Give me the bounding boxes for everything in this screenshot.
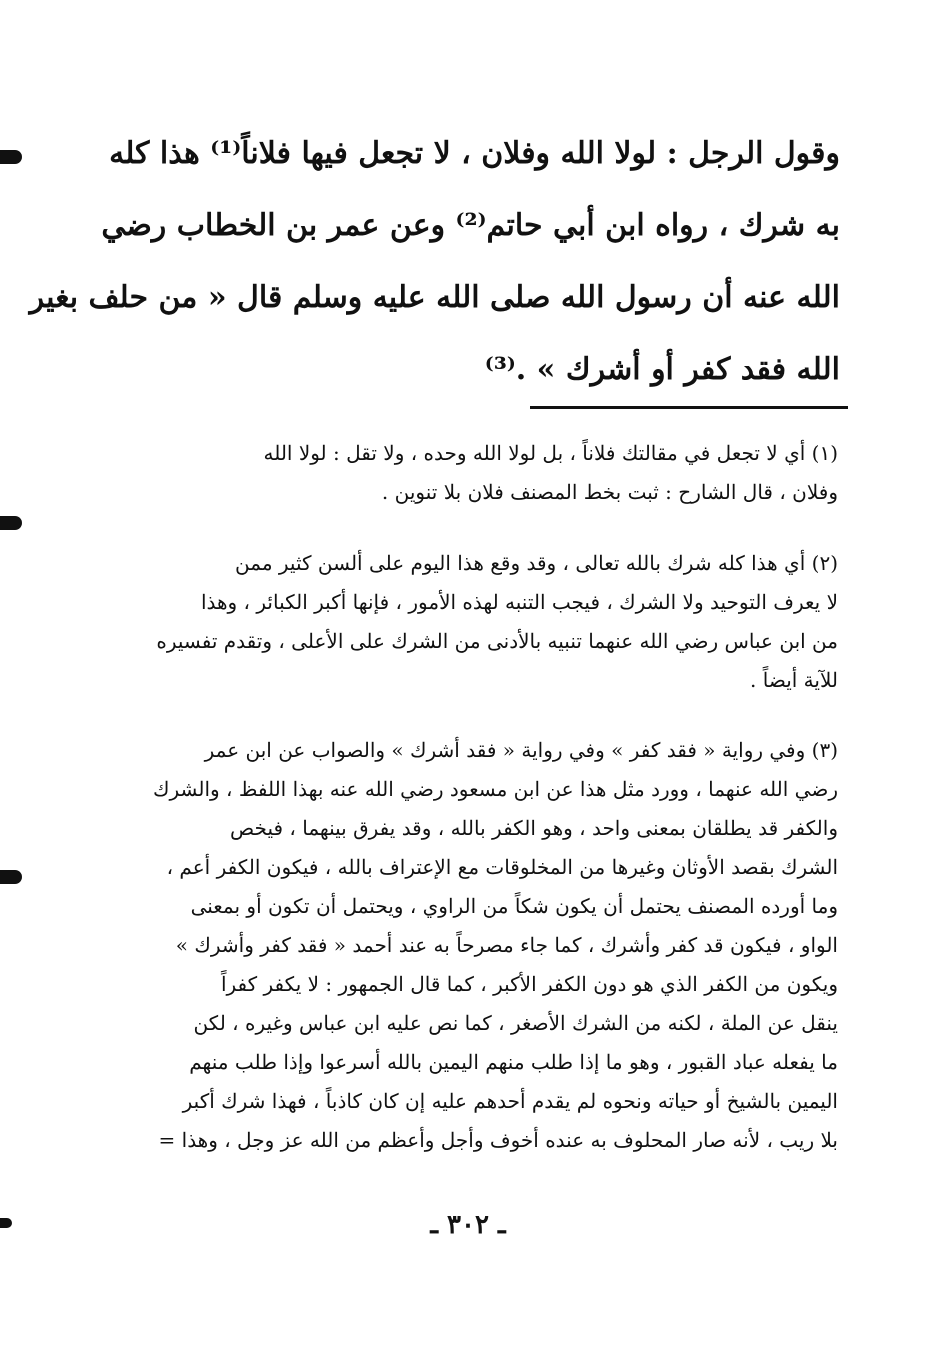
footnote-line: (٢) أي هذا كله شرك بالله تعالى ، وقد وقع هذا اليوم على ألسن كثير ممن xyxy=(235,551,838,575)
scan-edge-mark xyxy=(0,516,22,530)
footnote-line: الشرك بقصد الأوثان وغيرها من المخلوقات مع الإعتراف بالله ، فيكون الكفر أعم ، xyxy=(166,855,838,879)
main-text-line: وقول الرجل : لولا الله وفلان ، لا تجعل فيها فلاناً⁽¹⁾ هذا كله xyxy=(109,136,840,171)
main-text xyxy=(29,118,840,406)
footnote-line: وفلان ، قال الشارح : ثبت بخط المصنف فلان بلا تنوين . xyxy=(381,480,838,504)
footnote-separator xyxy=(530,406,848,409)
scan-edge-mark xyxy=(0,870,22,884)
footnote-line: ينقل عن الملة ، لكنه من الشرك الأصغر ، كما نص عليه ابن عباس وغيره ، لكن xyxy=(193,1011,838,1035)
footnote-line: الواو ، فيكون قد كفر وأشرك ، كما جاء مصرحاً به عند أحمد « فقد كفر وأشرك » xyxy=(175,933,838,957)
footnote-1 xyxy=(118,434,838,512)
main-text-line: الله عنه أن رسول الله صلى الله عليه وسلم قال « من حلف بغير xyxy=(29,280,840,315)
footnote-line: (٣) وفي رواية « فقد كفر » وفي رواية « فقد أشرك » والصواب عن ابن عمر xyxy=(204,738,838,762)
footnote-line: بلا ريب ، لأنه صار المحلوف به عنده أخوف وأجل وأعظم من الله عز وجل ، وهذا = xyxy=(158,1128,838,1152)
footnote-line: ويكون من الكفر الذي هو دون الكفر الأكبر ، كما قال الجمهور : لا يكفر كفراً xyxy=(220,972,838,996)
main-text-line: به شرك ، رواه ابن أبي حاتم⁽²⁾ وعن عمر بن الخطاب رضي xyxy=(101,208,840,243)
footnote-line: ما يفعله عباد القبور ، وهو ما إذا طلب منهم اليمين بالله أسرعوا وإذا طلب منهم xyxy=(189,1050,838,1074)
scan-edge-mark xyxy=(0,150,22,164)
footnote-line: اليمين بالشيخ أو حياته ونحوه لم يقدم أحدهم عليه إن كان كاذباً ، فهذا شرك أكبر xyxy=(182,1089,838,1113)
footnote-line: وما أورده المصنف يحتمل أن يكون شكاً من الراوي ، ويحتمل أن تكون أو بمعنى xyxy=(190,894,838,918)
main-text-line: الله فقد كفر أو أشرك » .⁽³⁾ xyxy=(484,352,840,387)
scan-edge-mark xyxy=(0,1218,12,1228)
footnote-3 xyxy=(118,731,838,1160)
footnote-line: (١) أي لا تجعل في مقالتك فلاناً ، بل لولا الله وحده ، ولا تقل : لولا الله xyxy=(263,441,838,465)
footnote-2 xyxy=(118,544,838,700)
footnote-line: للآية أيضاً . xyxy=(750,668,838,692)
footnote-line: رضي الله عنهما ، وورد مثل هذا عن ابن مسعود رضي الله عنه بهذا اللفظ ، والشرك xyxy=(153,777,838,801)
page-number: ـ ٣٠٢ ـ xyxy=(430,1210,506,1240)
footnote-line: والكفر قد يطلقان بمعنى واحد ، وهو الكفر بالله ، وقد يفرق بينهما ، فيخص xyxy=(230,816,838,840)
footnote-line: لا يعرف التوحيد ولا الشرك ، فيجب التنبه لهذه الأمور ، فإنها أكبر الكبائر ، وهذا xyxy=(200,590,838,614)
footnote-line: من ابن عباس رضي الله عنهما تنبيه بالأدنى من الشرك على الأعلى ، وتقدم تفسيره xyxy=(156,629,838,653)
